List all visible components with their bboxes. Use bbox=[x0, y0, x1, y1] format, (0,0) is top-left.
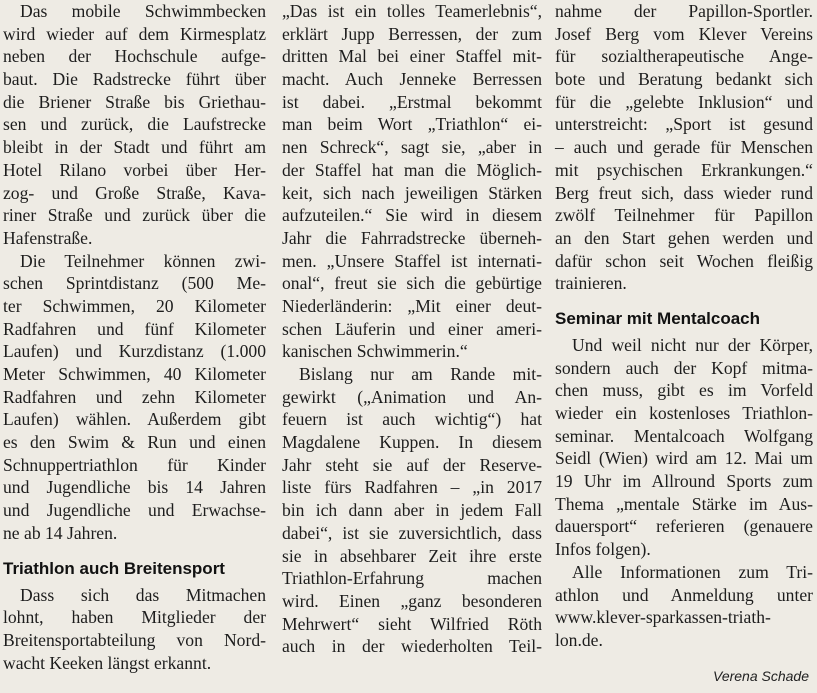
text-line: zwölf Teilnehmer für Papillon bbox=[555, 205, 813, 226]
text-line: schen Läuferin und einer ameri- bbox=[282, 318, 542, 339]
column-3 bbox=[555, 0, 813, 652]
text-line: „Das ist ein tolles Teamerlebnis“, bbox=[282, 1, 542, 21]
text-line: Das mobile Schwimmbecken bbox=[20, 1, 266, 21]
paragraph bbox=[555, 0, 813, 295]
column-1 bbox=[3, 0, 266, 674]
text-line: für die „gelebte Inklusion“ und bbox=[555, 91, 813, 112]
text-line: onal“, freut sie sich die gebürtige bbox=[282, 273, 542, 294]
text-line: an den Start gehen werden und bbox=[555, 227, 813, 248]
text-line: Jahr die Fahrradstrecke überneh- bbox=[282, 227, 542, 248]
text-line: unterstreicht: „Sport ist gesund bbox=[555, 114, 813, 135]
text-line: sondern auch der Kopf mitma- bbox=[555, 357, 813, 378]
text-line: die Briener Straße bis Griethau- bbox=[3, 91, 266, 112]
text-line: wieder ein kostenloses Triathlon- bbox=[555, 403, 813, 423]
text-line: ist dabei. „Erstmal bekommt bbox=[282, 91, 542, 112]
text-line: Jahr steht sie auf der Reserve- bbox=[282, 454, 542, 475]
text-line: – auch und gerade für Menschen bbox=[555, 137, 813, 158]
text-line: es den Swim & Run und einen bbox=[3, 432, 266, 453]
text-line: liste fürs Radfahren – „in 2017 bbox=[282, 477, 542, 498]
text-line: Meter Schwimmen, 40 Kilometer bbox=[3, 364, 266, 384]
text-line: chen muss, gibt es im Vorfeld bbox=[555, 380, 813, 401]
text-line: neben der Hochschule aufge- bbox=[3, 46, 266, 67]
text-line: schen Sprintdistanz (500 Me- bbox=[3, 273, 266, 294]
text-line: aufzuteilen.“ Sie wird in diesem bbox=[282, 205, 542, 226]
text-line: Hafenstraße. bbox=[3, 227, 93, 248]
text-line: Triathlon-Erfahrung machen bbox=[282, 568, 542, 589]
text-line: bleibt in der Stadt und führt am bbox=[3, 137, 266, 158]
text-line: trainieren. bbox=[555, 273, 627, 294]
text-line: nen Schreck“, sagt sie, „aber in bbox=[282, 137, 542, 158]
paragraph bbox=[555, 561, 813, 652]
text-line: athlon und Anmeldung unter bbox=[555, 584, 813, 605]
text-line: seminar. Mentalcoach Wolfgang bbox=[555, 425, 813, 446]
author-byline: Verena Schade bbox=[713, 668, 809, 684]
text-line: feuern ist auch wichtig“) hat bbox=[282, 409, 542, 430]
text-line: lohnt, haben Mitglieder der bbox=[3, 607, 266, 628]
text-line: Radfahren und fünf Kilometer bbox=[3, 318, 266, 339]
text-line: bote und Beratung bedankt sich bbox=[555, 69, 813, 90]
paragraph bbox=[282, 0, 542, 363]
text-line: gewirkt („Animation und An- bbox=[282, 386, 542, 407]
column-2 bbox=[282, 0, 542, 658]
text-line: Laufen) und Kurzdistanz (1.000 bbox=[3, 341, 266, 362]
text-line: wird wieder auf dem Kirmesplatz bbox=[3, 23, 266, 44]
text-line: Und weil nicht nur der Körper, bbox=[572, 334, 813, 355]
text-line: kanischen Schwimmerin.“ bbox=[282, 341, 468, 362]
text-line: nahme der Papillon-Sportler. bbox=[555, 1, 813, 21]
text-line: Breitensportabteilung von Nord- bbox=[3, 629, 266, 650]
text-line: für sozialtherapeutische Ange- bbox=[555, 46, 813, 67]
text-line: ter Schwimmen, 20 Kilometer bbox=[3, 295, 266, 316]
text-line: Schnuppertriathlon für Kinder bbox=[3, 454, 266, 475]
text-line: dritten Mal bei einer Staffel mit- bbox=[282, 46, 542, 67]
text-line: keit, sich nach jeweiligen Stärken bbox=[282, 182, 542, 203]
text-line: ne ab 14 Jahren. bbox=[3, 522, 118, 543]
text-line: zog- und Große Straße, Kava- bbox=[3, 182, 266, 203]
text-line: Seidl (Wien) wird am 12. Mai um bbox=[555, 448, 813, 469]
text-line: Die Teilnehmer können zwi- bbox=[20, 250, 266, 271]
text-line: Infos folgen). bbox=[555, 539, 651, 560]
text-line: dafür schon seit Wochen fleißig bbox=[555, 250, 813, 271]
text-line: wacht Keeken längst erkannt. bbox=[3, 652, 212, 673]
text-line: www.klever-sparkassen-triath- bbox=[555, 607, 771, 628]
text-line: und Jugendliche und Erwachse- bbox=[3, 500, 266, 521]
text-line: mit psychischen Erkrankungen.“ bbox=[555, 159, 813, 180]
text-line: Josef Berg vom Klever Vereins bbox=[555, 23, 813, 44]
text-line: 19 Uhr im Allround Sports zum bbox=[555, 471, 813, 492]
text-line: baut. Die Radstrecke führt über bbox=[3, 69, 266, 90]
text-line: und Jugendliche bis 14 Jahren bbox=[3, 477, 266, 498]
text-line: erklärt Jupp Berressen, der zum bbox=[282, 23, 542, 44]
text-line: Magdalene Kuppen. In diesem bbox=[282, 432, 542, 453]
text-line: lon.de. bbox=[555, 629, 603, 650]
text-line: Mehrwert“ sieht Wilfried Röth bbox=[282, 613, 542, 634]
text-line: wird. Einen „ganz besonderen bbox=[282, 590, 542, 611]
text-line: Berg freut sich, dass wieder rund bbox=[555, 182, 813, 203]
text-line: sen und zurück, die Laufstrecke bbox=[3, 114, 266, 135]
text-line: sie in absehbarer Zeit ihre erste bbox=[282, 545, 542, 566]
text-line: Radfahren und zehn Kilometer bbox=[3, 386, 266, 407]
text-line: der Staffel hat man die Möglich- bbox=[282, 159, 542, 180]
text-line: riner Straße und zurück über die bbox=[3, 205, 266, 226]
text-line: dabei“, ist sie zuversichtlich, dass bbox=[282, 522, 542, 543]
text-line: Laufen) wählen. Außerdem gibt bbox=[3, 409, 266, 430]
paragraph bbox=[3, 250, 266, 545]
text-line: Hotel Rilano vorbei über Her- bbox=[3, 159, 266, 180]
text-line: macht. Auch Jenneke Berressen bbox=[282, 69, 542, 90]
paragraph bbox=[555, 334, 813, 561]
text-line: bin ich dann aber in jedem Fall bbox=[282, 500, 542, 521]
paragraph bbox=[3, 0, 266, 250]
section-heading: Triathlon auch Breitensport bbox=[3, 558, 225, 578]
paragraph bbox=[3, 584, 266, 675]
paragraph bbox=[282, 363, 542, 658]
text-line: auch in der wiederholten Teil- bbox=[282, 636, 542, 657]
text-line: Thema „mentale Stärke im Aus- bbox=[555, 493, 813, 514]
text-line: men. „Unsere Staffel ist internati- bbox=[282, 250, 542, 271]
text-line: Alle Informationen zum Tri- bbox=[572, 561, 813, 582]
text-line: Dass sich das Mitmachen bbox=[20, 584, 266, 605]
text-line: dauersport“ referieren (genauere bbox=[555, 516, 813, 537]
text-line: Bislang nur am Rande mit- bbox=[299, 364, 542, 384]
text-line: Niederländerin: „Mit einer deut- bbox=[282, 295, 542, 316]
text-line: man beim Wort „Triathlon“ ei- bbox=[282, 114, 542, 135]
section-heading: Seminar mit Mentalcoach bbox=[555, 308, 761, 328]
